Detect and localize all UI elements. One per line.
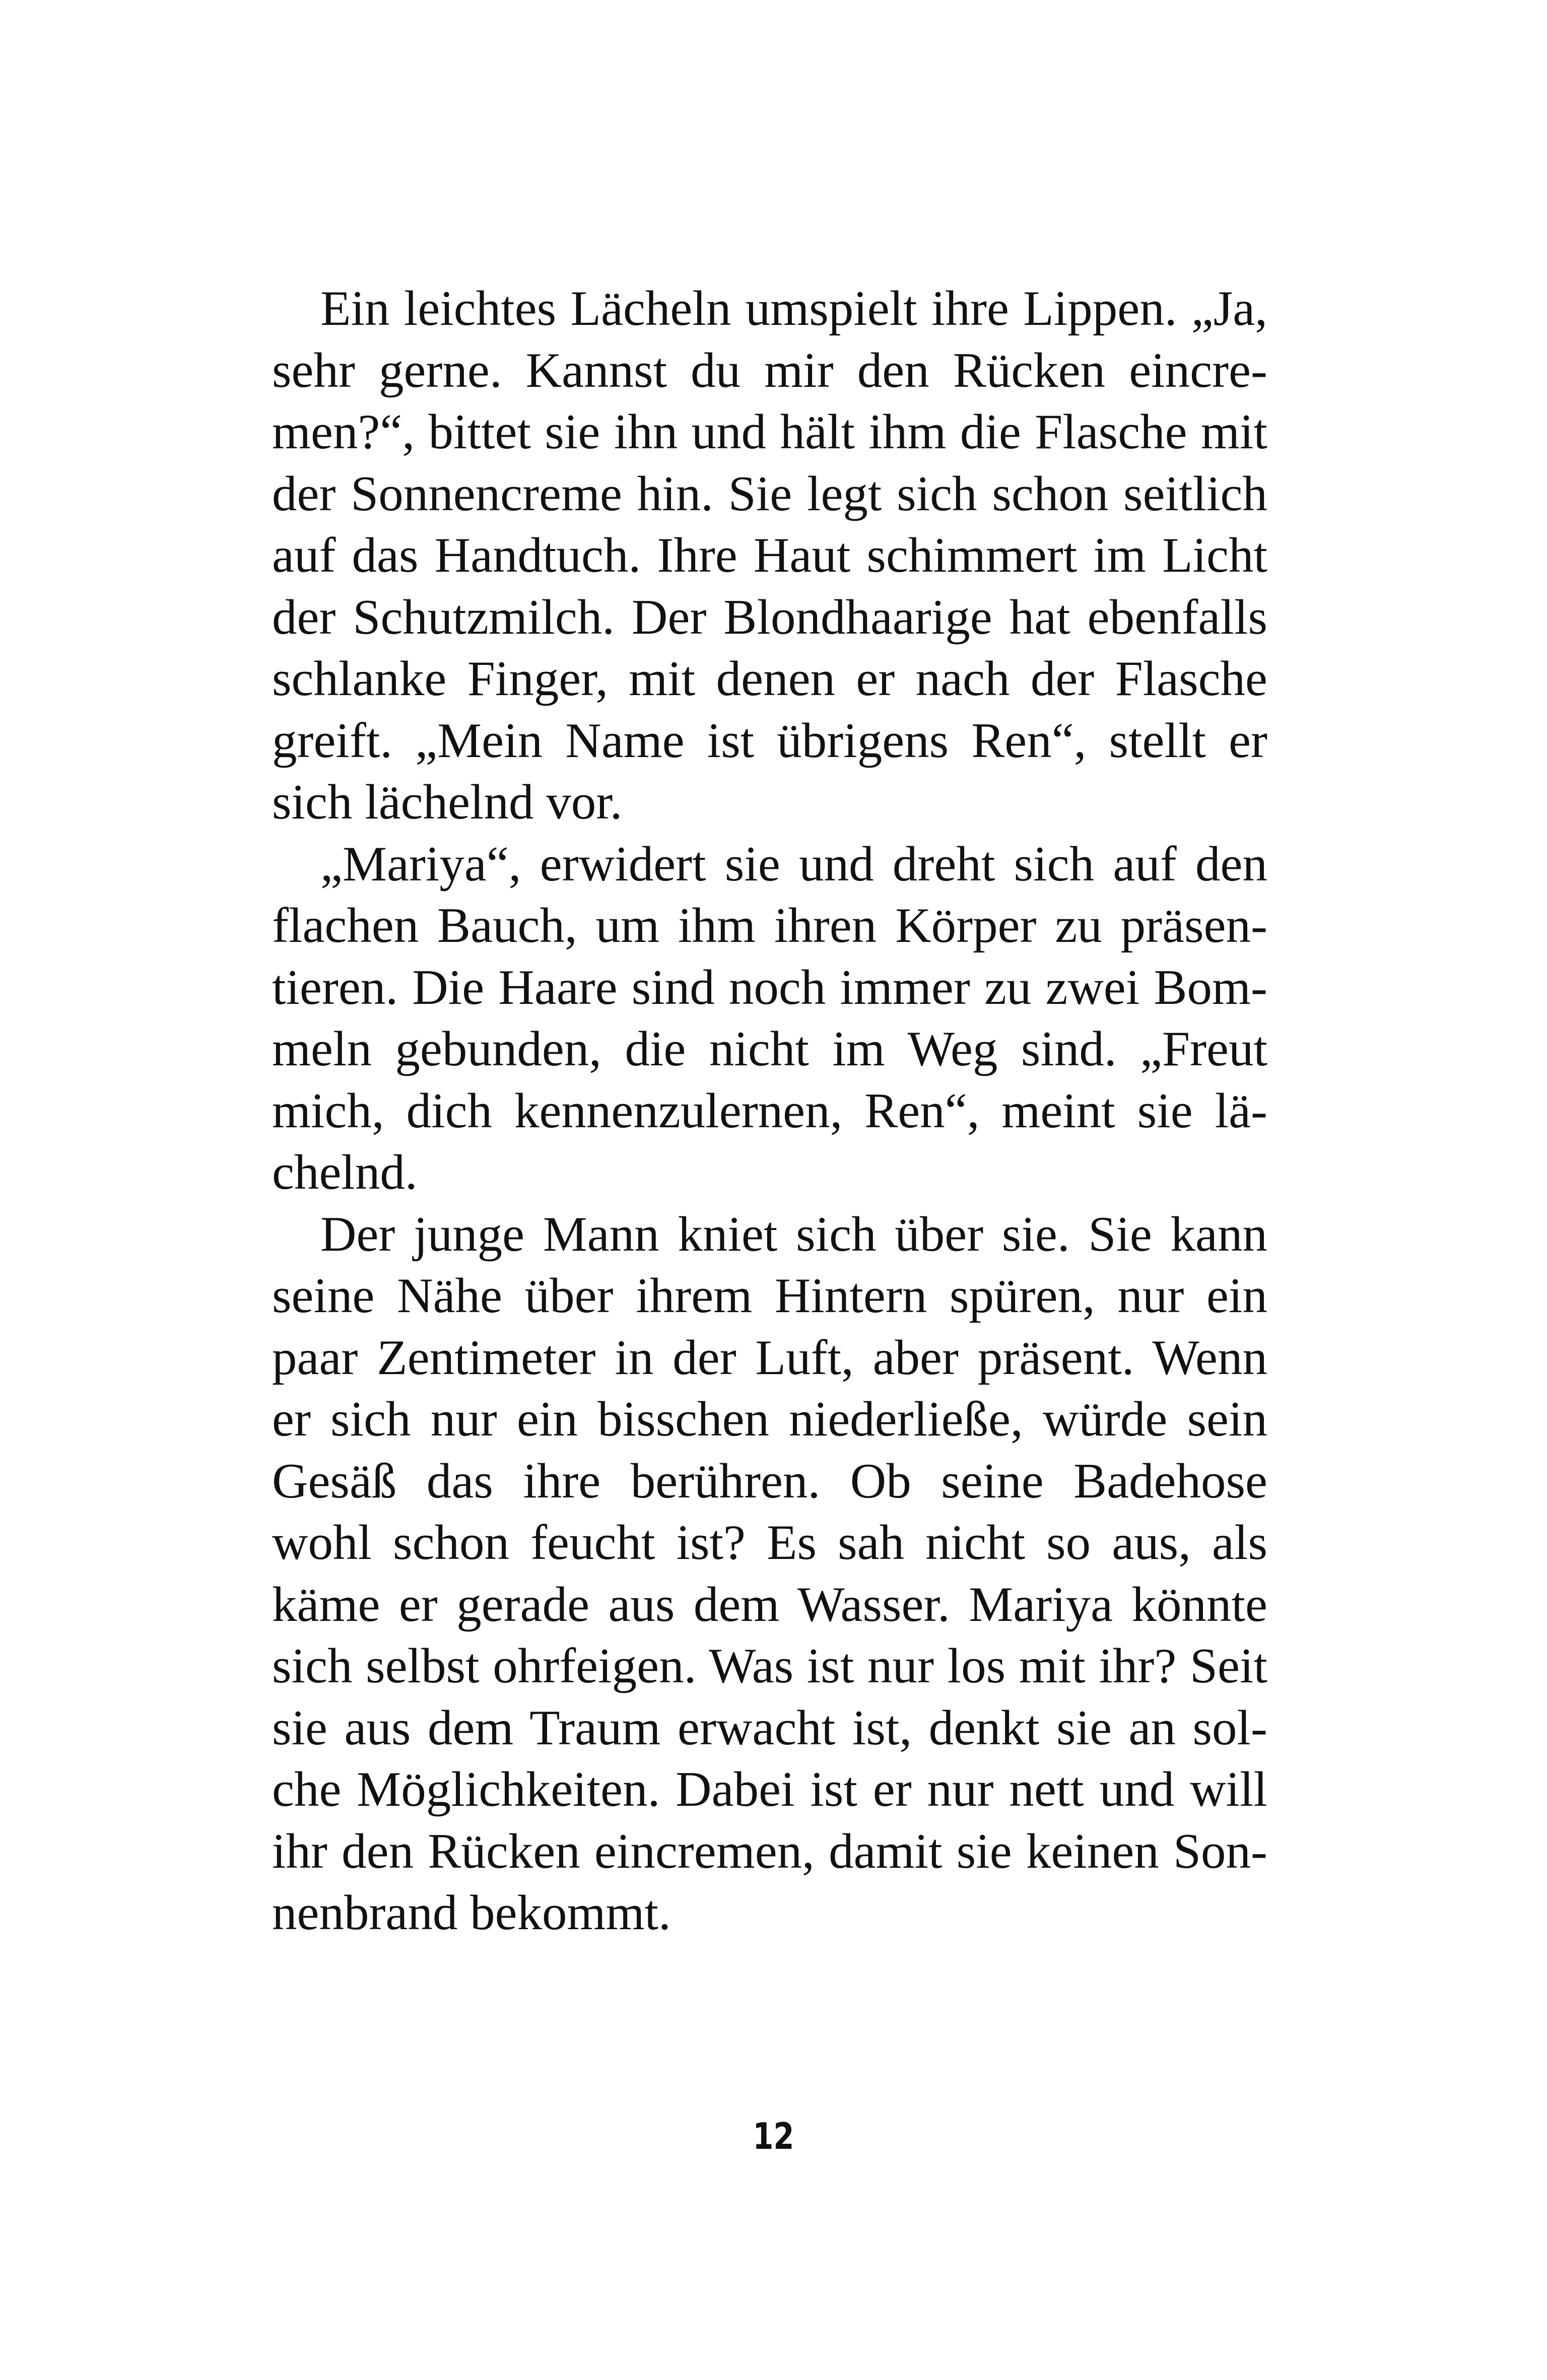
text-line: käme er gerade aus dem Wasser. Mariya könnte — [272, 1577, 1267, 1632]
text-line: men?“, bittet sie ihn und hält ihm die Flasche mit — [272, 404, 1267, 459]
text-line: sich selbst ohrfeigen. Was ist nur los mit ihr? Seit — [272, 1639, 1267, 1693]
text-line: nenbrand bekommt. — [272, 1885, 671, 1940]
paragraph-1 — [272, 278, 1267, 834]
text-line: er sich nur ein bisschen niederließe, würde sein — [272, 1392, 1267, 1447]
text-line: auf das Handtuch. Ihre Haut schimmert im Licht — [272, 528, 1267, 583]
text-line: seine Nähe über ihrem Hintern spüren, nur ein — [272, 1268, 1267, 1323]
text-line: sich lächelnd vor. — [272, 775, 623, 830]
text-line: meln gebunden, die nicht im Weg sind. „Freut — [272, 1022, 1267, 1076]
text-line: chelnd. — [272, 1145, 418, 1200]
text-line: che Möglichkeiten. Dabei ist er nur nett und will — [272, 1762, 1267, 1817]
text-line: ihr den Rücken eincremen, damit sie keinen Son- — [272, 1823, 1267, 1879]
paragraph-2 — [272, 834, 1267, 1204]
text-line: Gesäß das ihre berühren. Ob seine Badehose — [272, 1453, 1267, 1509]
text-line: Der junge Mann kniet sich über sie. Sie kann — [320, 1206, 1267, 1262]
paragraph-3 — [272, 1204, 1267, 1944]
text-line: mich, dich kennenzulernen, Ren“, meint sie lä- — [272, 1083, 1267, 1138]
text-line: „Mariya“, erwidert sie und dreht sich auf den — [320, 836, 1267, 892]
text-line: greift. „Mein Name ist übrigens Ren“, stellt er — [272, 713, 1267, 768]
page-number: 12 — [753, 2115, 794, 2157]
text-line: flachen Bauch, um ihm ihren Körper zu präsen- — [272, 898, 1267, 953]
text-line: der Sonnencreme hin. Sie legt sich schon seitlich — [272, 466, 1267, 521]
text-line: sie aus dem Traum erwacht ist, denkt sie an sol- — [272, 1700, 1267, 1755]
text-line: sehr gerne. Kannst du mir den Rücken eincre- — [272, 343, 1267, 398]
text-line: wohl schon feucht ist? Es sah nicht so aus, als — [272, 1515, 1267, 1570]
body-text — [272, 278, 1267, 1944]
text-line: paar Zentimeter in der Luft, aber präsent. Wenn — [272, 1330, 1267, 1385]
text-line: tieren. Die Haare sind noch immer zu zwei Bom- — [272, 960, 1267, 1015]
text-line: schlanke Finger, mit denen er nach der Flasche — [272, 651, 1267, 706]
text-line: Ein leichtes Lächeln umspielt ihre Lippen. „Ja, — [320, 281, 1267, 336]
text-line: der Schutzmilch. Der Blondhaarige hat ebenfalls — [272, 589, 1267, 645]
